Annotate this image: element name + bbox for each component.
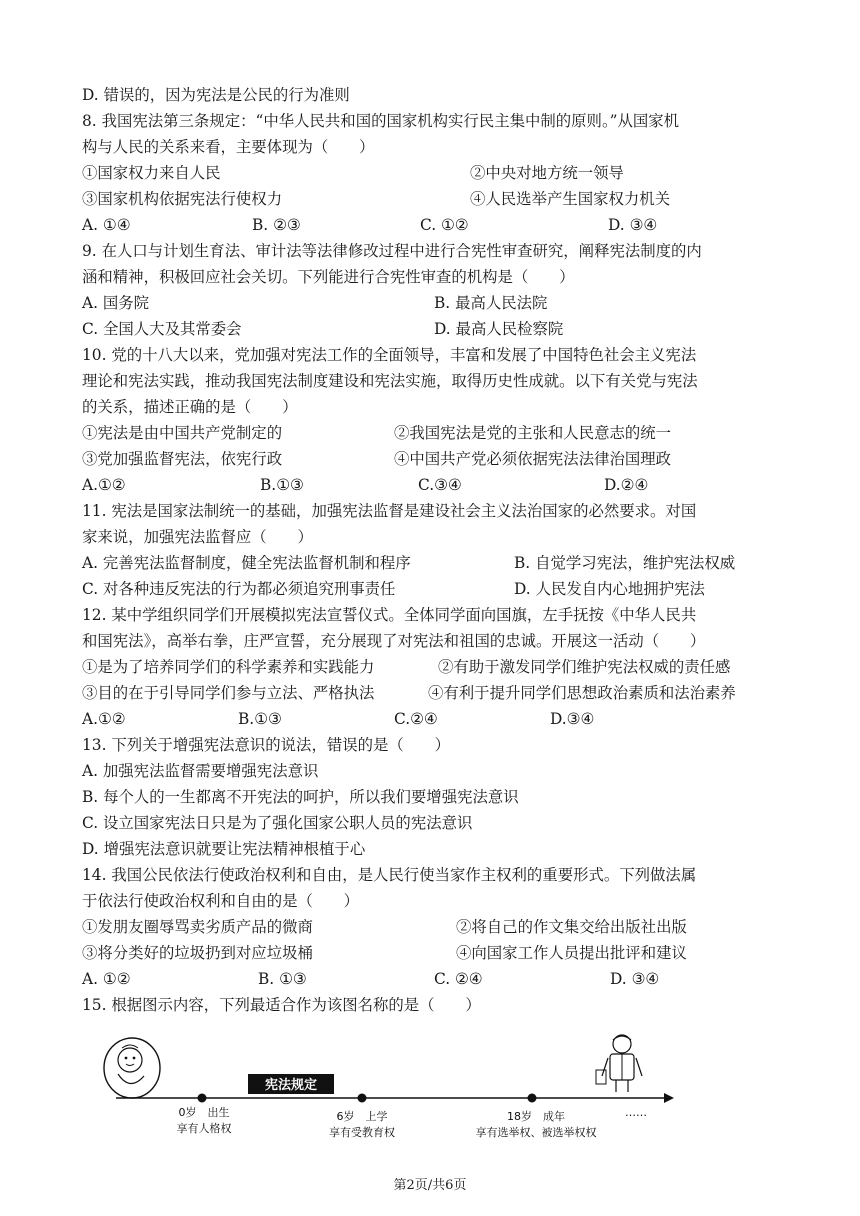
q12-choice-3: ③目的在于引导同学们参与立法、严格执法 <box>82 684 375 702</box>
adult-person-icon <box>596 1035 642 1092</box>
q12-stem-line2: 和国宪法》，高举右拳，庄严宣誓，充分展现了对宪法和祖国的忠诚。开展这一活动（ ） <box>82 632 706 650</box>
q12-answer-d: D.③④ <box>550 710 595 728</box>
q10-choice-3: ③党加强监督宪法，依宪行政 <box>82 450 283 468</box>
stage-age-adult: 18岁 成年 <box>507 1110 565 1123</box>
q10-choice-2: ②我国宪法是党的主张和人民意志的统一 <box>394 424 672 442</box>
q10-stem-line3: 的关系，描述正确的是（ ） <box>82 398 298 416</box>
q10-choice-1: ①宪法是由中国共产党制定的 <box>82 424 283 442</box>
rights-timeline-figure <box>96 1030 696 1160</box>
stage-marker-school <box>358 1094 367 1103</box>
q14-choice-1: ①发朋友圈辱骂卖劣质产品的微商 <box>82 918 313 936</box>
q11-answer-d: D. 人民发自内心地拥护宪法 <box>514 580 705 598</box>
q11-answer-c: C. 对各种违反宪法的行为都必须追究刑事责任 <box>82 580 396 598</box>
q10-stem-line1: 10. 党的十八大以来，党加强对宪法工作的全面领导，丰富和发展了中国特色社会主义宪法 <box>82 346 697 364</box>
q14-answer-b: B. ①③ <box>258 970 307 988</box>
q7-option-d: D. 错误的，因为宪法是公民的行为准则 <box>82 86 350 104</box>
q11-stem-line2: 家来说，加强宪法监督应（ ） <box>82 528 313 546</box>
q9-answer-a: A. 国务院 <box>82 294 150 312</box>
q13-answer-d: D. 增强宪法意识就要让宪法精神根植于心 <box>82 840 366 858</box>
q8-choice-4: ④人民选举产生国家权力机关 <box>470 190 671 208</box>
q14-answer-d: D. ③④ <box>610 970 660 988</box>
q12-choice-2: ②有助于激发同学们维护宪法权威的责任感 <box>438 658 731 676</box>
q8-answer-a: A. ①④ <box>82 216 131 234</box>
q13-answer-b: B. 每个人的一生都离不开宪法的呵护，所以我们要增强宪法意识 <box>82 788 519 806</box>
q8-answer-d: D. ③④ <box>608 216 658 234</box>
q10-stem-line2: 理论和宪法实践，推动我国宪法制度建设和宪法实施，取得历史性成就。以下有关党与宪法 <box>82 372 698 390</box>
q12-choice-1: ①是为了培养同学们的科学素养和实践能力 <box>82 658 375 676</box>
q8-answer-b: B. ②③ <box>252 216 301 234</box>
q14-stem-line2: 于依法行使政治权利和自由的是（ ） <box>82 892 360 910</box>
q8-stem-line1: 8. 我国宪法第三条规定：“中华人民共和国的国家机构实行民主集中制的原则。”从国家机 <box>82 112 680 130</box>
q8-choice-3: ③国家机构依据宪法行使权力 <box>82 190 283 208</box>
q9-answer-b: B. 最高人民法院 <box>434 294 548 312</box>
q12-answer-b: B.①③ <box>238 710 282 728</box>
q12-answer-a: A.①② <box>82 710 126 728</box>
stage-right-birth: 享有人格权 <box>176 1122 232 1135</box>
q9-stem-line2: 涵和精神，积极回应社会关切。下列能进行合宪性审查的机构是（ ） <box>82 268 575 286</box>
q14-answer-a: A. ①② <box>82 970 131 988</box>
stage-age-school: 6岁 上学 <box>336 1110 388 1123</box>
q10-answer-c: C.③④ <box>418 476 462 494</box>
q14-choice-3: ③将分类好的垃圾扔到对应垃圾桶 <box>82 944 313 962</box>
q8-choice-2: ②中央对地方统一领导 <box>470 164 624 182</box>
timeline-arrow-icon <box>664 1093 674 1103</box>
stage-age-birth: 0岁 出生 <box>178 1106 230 1119</box>
q10-answer-d: D.②④ <box>604 476 649 494</box>
q11-answer-b: B. 自觉学习宪法，维护宪法权威 <box>514 554 736 572</box>
q12-stem-line1: 12. 某中学组织同学们开展模拟宪法宣誓仪式。全体同学面向国旗，左手抚按《中华人民共 <box>82 606 697 624</box>
q8-answer-c: C. ①② <box>420 216 469 234</box>
q14-stem-line1: 14. 我国公民依法行使政治权利和自由，是人民行使当家作主权利的重要形式。下列做法属 <box>82 866 697 884</box>
q13-stem: 13. 下列关于增强宪法意识的说法，错误的是（ ） <box>82 736 450 754</box>
stage-marker-birth <box>198 1094 207 1103</box>
constitution-label: 宪法规定 <box>264 1078 318 1093</box>
q14-answer-c: C. ②④ <box>434 970 483 988</box>
q11-answer-a: A. 完善宪法监督制度，健全宪法监督机制和程序 <box>82 554 411 572</box>
q9-answer-d: D. 最高人民检察院 <box>434 320 564 338</box>
q14-choice-2: ②将自己的作文集交给出版社出版 <box>456 918 687 936</box>
q13-answer-a: A. 加强宪法监督需要增强宪法意识 <box>82 762 319 780</box>
q12-choice-4: ④有利于提升同学们思想政治素质和法治素养 <box>428 684 736 702</box>
q14-choice-4: ④向国家工作人员提出批评和建议 <box>456 944 687 962</box>
q12-answer-c: C.②④ <box>394 710 438 728</box>
q10-answer-b: B.①③ <box>260 476 304 494</box>
stage-right-adult: 享有选举权、被选举权权 <box>475 1126 597 1139</box>
page-number: 第2页/共6页 <box>393 1178 467 1193</box>
q10-answer-a: A.①② <box>82 476 126 494</box>
q8-stem-line2: 构与人民的关系来看，主要体现为（ ） <box>82 138 375 156</box>
timeline-ellipsis: …… <box>625 1106 647 1119</box>
q9-stem-line1: 9. 在人口与计划生育法、审计法等法律修改过程中进行合宪性审查研究，阐释宪法制度的内 <box>82 242 702 260</box>
stage-right-school: 享有受教育权 <box>329 1126 395 1139</box>
q13-answer-c: C. 设立国家宪法日只是为了强化国家公职人员的宪法意识 <box>82 814 473 832</box>
stage-marker-adult <box>528 1094 537 1103</box>
q10-choice-4: ④中国共产党必须依据宪法法律治国理政 <box>394 450 672 468</box>
q11-stem-line1: 11. 宪法是国家法制统一的基础，加强宪法监督是建设社会主义法治国家的必然要求。对国 <box>82 502 697 520</box>
q15-stem: 15. 根据图示内容，下列最适合作为该图名称的是（ ） <box>82 996 481 1014</box>
q8-choice-1: ①国家权力来自人民 <box>82 164 221 182</box>
q9-answer-c: C. 全国人大及其常委会 <box>82 320 242 338</box>
baby-icon <box>104 1038 160 1098</box>
